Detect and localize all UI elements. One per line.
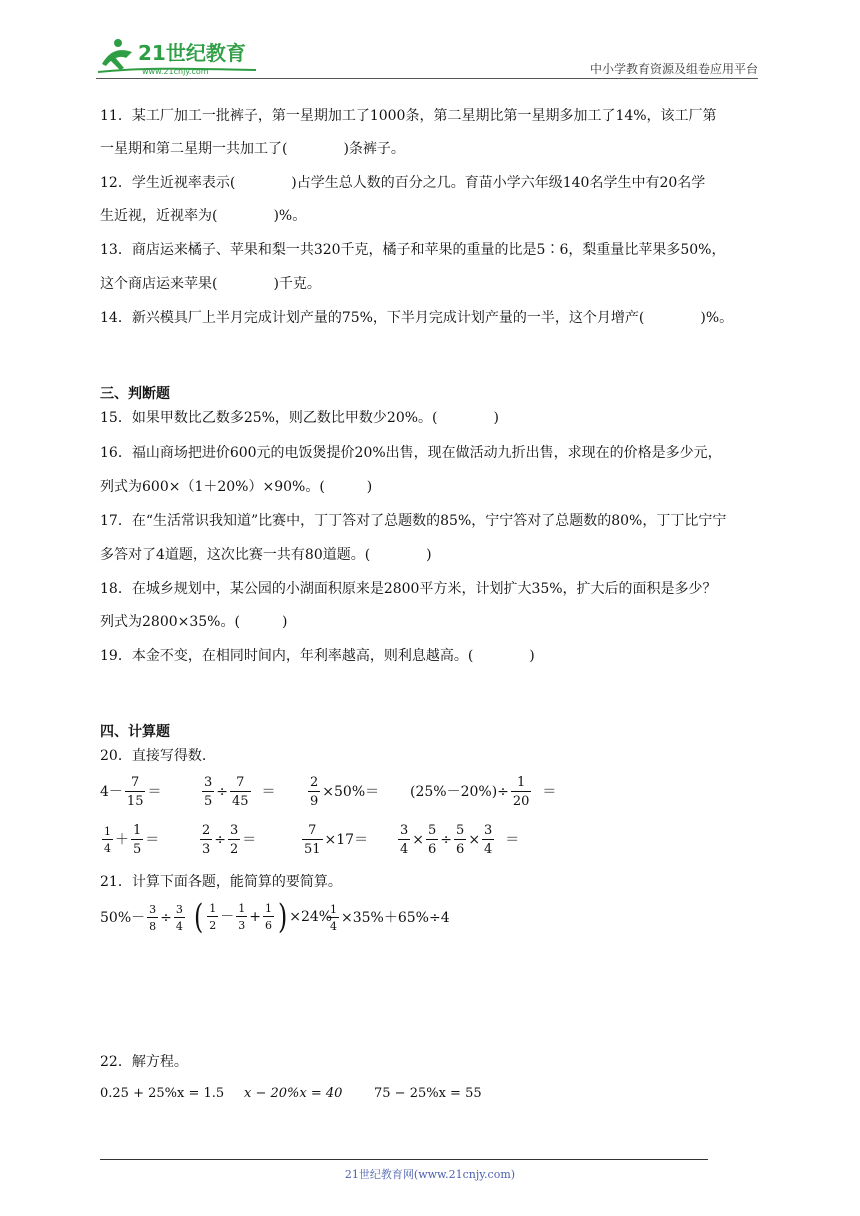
- expr-r1c3: $\frac{2}{9}$ ×50%＝: [310, 775, 380, 809]
- expr-r2c4: $\frac{3}{4}$ × $\frac{5}{6}$ ÷ $\frac{5}{6}$ × $\frac{3}{4}$ ＝: [400, 823, 520, 857]
- question-12-line1: 12．学生近视率表示( )占学生总人数的百分之几。育苗小学六年级140名学生中有20名学: [100, 175, 706, 191]
- question-21: 21．计算下面各题，能简算的要简算。: [100, 874, 342, 890]
- question-13-line1: 13．商店运来橘子、苹果和梨一共320千克，橘子和苹果的重量的比是5∶6，梨重量比苹果多50%，: [100, 242, 726, 258]
- question-15: 15．如果甲数比乙数多25%，则乙数比甲数少20%。( ): [100, 410, 499, 426]
- question-20: 20．直接写得数.: [100, 748, 207, 764]
- question-16-line2: 列式为600×（1＋20%）×90%。( ): [100, 479, 373, 495]
- expr-21-2: ( $\frac{1}{2}$ － $\frac{1}{3}$ + $\frac{1}{6}$ ) ×24%: [193, 897, 333, 937]
- platform-name: 中小学教育资源及组卷应用平台: [589, 62, 758, 76]
- question-12-line2: 生近视，近视率为( )%。: [100, 208, 307, 224]
- question-19: 19．本金不变，在相同时间内，年利率越高，则利息越高。( ): [100, 648, 535, 664]
- equation-3: 75 − 25%x = 55: [374, 1086, 482, 1101]
- expr-r2c1: $\frac{1}{4}$ ＋ $\frac{1}{5}$ ＝: [104, 823, 160, 857]
- question-18-line2: 列式为2800×35%。( ): [100, 614, 288, 630]
- expr-21-3: $\frac{1}{4}$ ×35%＋65%÷4: [330, 903, 450, 933]
- question-14: 14．新兴模具厂上半月完成计划产量的75%，下半月完成计划产量的一半，这个月增产( )%。: [100, 310, 734, 326]
- logo-21cnjy: [96, 34, 266, 76]
- logo-url: www.21cnjy.com: [142, 67, 209, 76]
- expr-r2c2: $\frac{2}{3}$ ÷ $\frac{3}{2}$ ＝: [202, 823, 257, 857]
- section-4-heading: 四、计算题: [100, 724, 170, 740]
- equation-1: 0.25 + 25%x = 1.5: [100, 1086, 225, 1101]
- logo-text: 21世纪教育: [138, 41, 246, 65]
- question-22: 22．解方程。: [100, 1054, 188, 1070]
- question-17-line1: 17．在“生活常识我知道”比赛中，丁丁答对了总题数的85%，宁宁答对了总题数的80%，丁丁比宁宁: [100, 513, 727, 529]
- expr-r2c3: $\frac{7}{51}$ ×17＝: [304, 823, 369, 857]
- question-17-line2: 多答对了4道题，这次比赛一共有80道题。( ): [100, 547, 432, 563]
- question-13-line2: 这个商店运来苹果( )千克。: [100, 276, 321, 292]
- question-18-line1: 18．在城乡规划中，某公园的小湖面积原来是2800平方米，计划扩大35%，扩大后的面积是多少？: [100, 581, 717, 597]
- section-3-heading: 三、判断题: [100, 386, 170, 402]
- question-11-line2: 一星期和第二星期一共加工了( )条裤子。: [100, 141, 405, 157]
- expr-r1c4: (25%－20%)÷ $\frac{1}{20}$ ＝: [410, 775, 557, 809]
- footer-divider: [100, 1159, 708, 1160]
- question-11-line1: 11．某工厂加工一批裤子，第一星期加工了1000条，第二星期比第一星期多加工了14%，该工厂第: [100, 108, 717, 124]
- footer-link[interactable]: 21世纪教育网(www.21cnjy.com): [344, 1168, 516, 1181]
- equation-2: x − 20%x = 40: [244, 1086, 343, 1101]
- expr-r1c1: 4－ $\frac{7}{15}$ ＝: [100, 775, 162, 809]
- expr-r1c2: $\frac{3}{5}$ ÷ $\frac{7}{45}$ ＝: [204, 775, 276, 809]
- page-header: [96, 30, 758, 80]
- header-divider: [96, 78, 758, 79]
- question-16-line1: 16．福山商场把进价600元的电饭煲提价20%出售，现在做活动九折出售，求现在的价格是多少元，: [100, 445, 722, 461]
- expr-21-1: 50%－ $\frac{3}{8}$ ÷ $\frac{3}{4}$: [100, 903, 183, 933]
